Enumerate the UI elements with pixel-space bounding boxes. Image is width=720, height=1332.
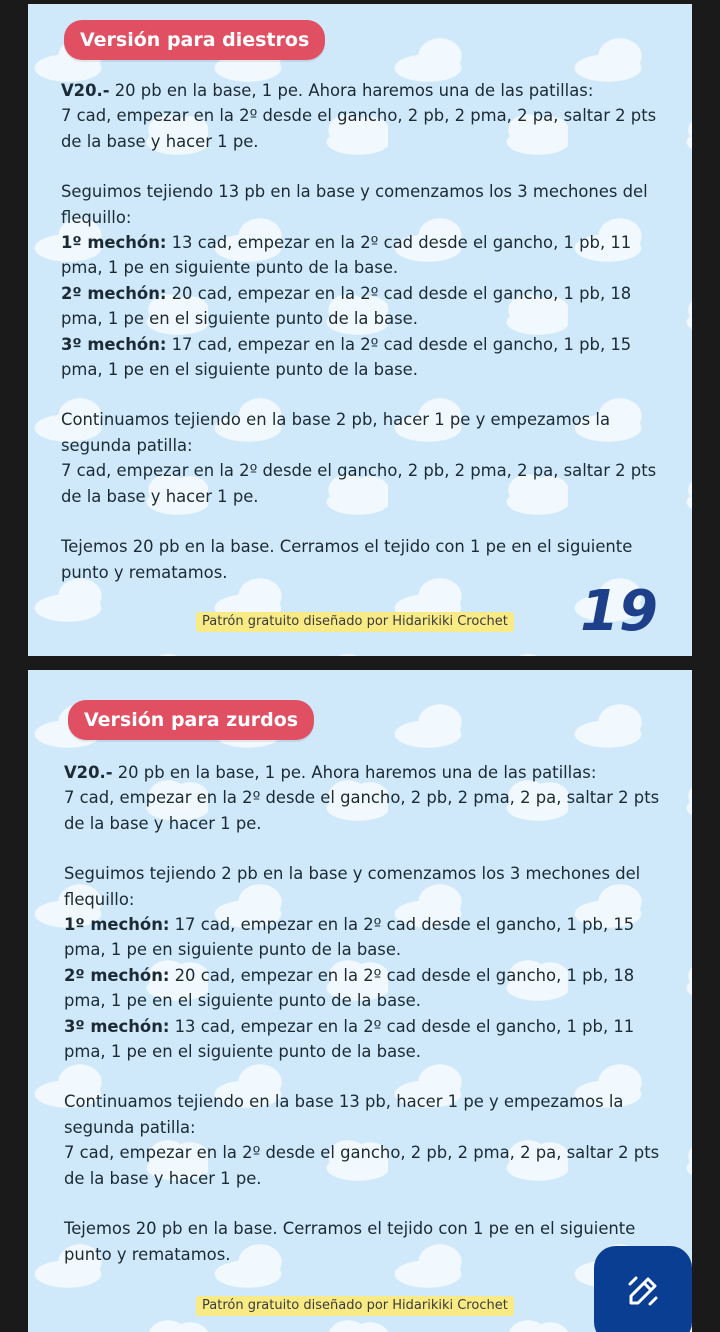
paragraph [61, 78, 662, 154]
instruction-line: Tejemos 20 pb en la base. Cerramos el tejido con 1 pe en el siguiente punto y rematamos. [64, 1219, 636, 1264]
instruction-line: 7 cad, empezar en la 2º desde el gancho, 2 pb, 2 pma, 2 pa, saltar 2 pts de la base y hacer 1 pe. [64, 1143, 660, 1188]
instructions [61, 78, 662, 610]
instruction-line: Continuamos tejiendo en la base 2 pb, hacer 1 pe y empezamos la segunda patilla: [61, 410, 611, 455]
paragraph [61, 407, 662, 509]
instruction-line: Tejemos 20 pb en la base. Cerramos el tejido con 1 pe en el siguiente punto y rematamos. [61, 537, 633, 582]
edit-pencil-icon [626, 1274, 660, 1308]
instruction-line: 7 cad, empezar en la 2º desde el gancho, 2 pb, 2 pma, 2 pa, saltar 2 pts de la base y hacer 1 pe. [64, 788, 660, 833]
paragraph [64, 861, 662, 1064]
instruction-line: Seguimos tejiendo 2 pb en la base y comenzamos los 3 mechones del flequillo: [64, 864, 641, 909]
instruction-line: V20.- 20 pb en la base, 1 pe. Ahora haremos una de las patillas: [64, 763, 597, 782]
designer-credit: Patrón gratuito diseñado por Hidarikiki Crochet [196, 1296, 514, 1316]
instruction-line: 3º mechón: 13 cad, empezar en la 2º cad desde el gancho, 1 pb, 11 pma, 1 pe en el siguiente punto de la base. [64, 1016, 635, 1062]
instruction-line: 3º mechón: 17 cad, empezar en la 2º cad desde el gancho, 1 pb, 15 pma, 1 pe en el siguiente punto de la base. [61, 334, 632, 380]
instruction-line: Seguimos tejiendo 13 pb en la base y comenzamos los 3 mechones del flequillo: [61, 182, 648, 227]
instruction-line: Continuamos tejiendo en la base 13 pb, hacer 1 pe y empezamos la segunda patilla: [64, 1092, 624, 1137]
instruction-line: 2º mechón: 20 cad, empezar en la 2º cad desde el gancho, 1 pb, 18 pma, 1 pe en el siguiente punto de la base. [61, 283, 632, 329]
section-title: Versión para diestros [64, 20, 325, 60]
paragraph [64, 1089, 662, 1191]
page-number: 19 [580, 579, 658, 644]
instruction-line: 1º mechón: 17 cad, empezar en la 2º cad desde el gancho, 1 pb, 15 pma, 1 pe en siguiente punto de la base. [64, 915, 635, 960]
instruction-line: 2º mechón: 20 cad, empezar en la 2º cad desde el gancho, 1 pb, 18 pma, 1 pe en el siguiente punto de la base. [64, 965, 635, 1011]
paragraph [61, 179, 662, 382]
instruction-line: 7 cad, empezar en la 2º desde el gancho, 2 pb, 2 pma, 2 pa, saltar 2 pts de la base y hacer 1 pe. [61, 106, 657, 151]
paragraph [64, 760, 662, 836]
paragraph [64, 1216, 662, 1267]
designer-credit: Patrón gratuito diseñado por Hidarikiki Crochet [196, 612, 514, 632]
instruction-line: 7 cad, empezar en la 2º desde el gancho, 2 pb, 2 pma, 2 pa, saltar 2 pts de la base y hacer 1 pe. [61, 461, 657, 506]
pattern-page-right-handed [28, 4, 692, 656]
instruction-line: 1º mechón: 13 cad, empezar en la 2º cad desde el gancho, 1 pb, 11 pma, 1 pe en siguiente punto de la base. [61, 233, 632, 278]
pattern-page-left-handed [28, 670, 692, 1332]
instruction-line: V20.- 20 pb en la base, 1 pe. Ahora haremos una de las patillas: [61, 81, 594, 100]
instructions [64, 760, 662, 1292]
paragraph [61, 534, 662, 585]
section-title: Versión para zurdos [68, 700, 314, 740]
edit-button[interactable] [594, 1246, 692, 1332]
